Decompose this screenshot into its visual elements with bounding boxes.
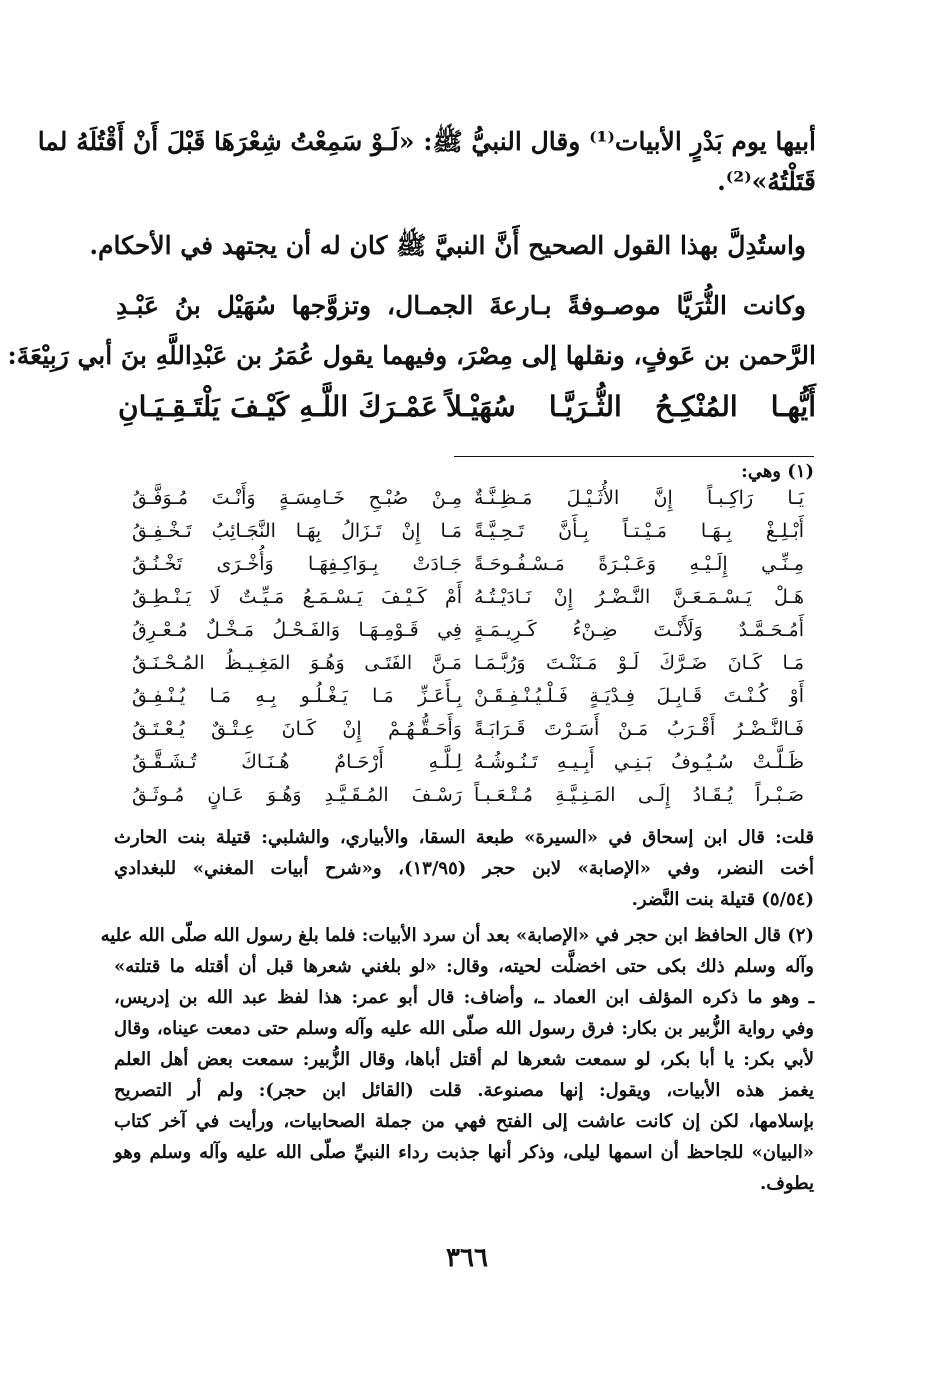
footnote-1-line-2: أخت النضر، وفي «الإصابة» لابن حجر (١٣/٩٥)، و«شرح أبيات المغني» للبغدادي	[114, 858, 814, 879]
poem-hemistich: بِـأَعَـزِّ مَـا يَـغْـلُـو بِـهِ مَـا يُـنْـفِـقُ	[132, 685, 462, 707]
footnote-2-line-4: وفي رواية الزُّبير بن بكار: فرق رسول الله صلّى الله عليه وآله وسلم حتى دمعت عيناه، وقال	[114, 1018, 814, 1039]
footnote-1-line-3: (٥/٥٤) قتيلة بنت النَّضر.	[631, 889, 814, 910]
footnote-2-line-9: يطوف.	[760, 1173, 814, 1194]
main-text-line-3: واستُدِلَّ بهذا القول الصحيح أَنَّ النبيَّ ﷺ كان له أن يجتهد في الأحكام.	[89, 231, 806, 260]
footnote-2-line-3: ـ وهو ما ذكره المؤلف ابن العماد ـ، وأضاف: قال أبو عمر: هذا لفظ عبد الله بن إدريس،	[114, 987, 814, 1008]
poem-hemistich: لِـلَّـهِ أَرْحَـامٌ هُـنَـاكَ تُـشَـقَّـقُ	[132, 751, 462, 773]
poem-hemistich: مَـا كَـانَ ضَـرَّكَ لَـوْ مَـنَنْـتَ وَرُبَّـمَـا	[474, 652, 804, 674]
poem-hemistich: مَـا إِنْ تَـزَالُ بِهَـا النَّجَـائِبُ تَـخْـفِـقُ	[132, 520, 462, 542]
poem-hemistich: هَـلْ يَـسْـمَـعَـنَّ النَّـضْـرُ إِنْ نَـادَيْـتُـهُ	[474, 586, 804, 608]
poem-hemistich: مَـنَّ الفَتَـى وَهُـوَ المَغِـيـظُ المُـحْـنَـقُ	[132, 652, 462, 674]
footnote-1-line-1: قلت: قال ابن إسحاق في «السيرة» طبعة السقا، والأبياري، والشلبي: قتيلة بنت الحارث	[114, 827, 814, 848]
poem-hemistich: جَـادَتْ بِـوَاكِـفِهَـا وَأُخْـرَى تَخْـنُـقُ	[132, 553, 462, 575]
poem-hemistich: رَسْـفَ المُـقَـيَّـدِ وَهُـوَ عَـانٍ مُـوثَـقُ	[132, 784, 462, 806]
poem-hemistich: مِـنِّـي إِلَـيْـهِ وَعَـبْـرَةً مَـسْـفُـوحَـةً	[474, 553, 804, 575]
poem-hemistich: وَأَحَـقُّـهُـمْ إِنْ كَـانَ عِـتْـقٌ يُـعْـتَـقُ	[132, 718, 462, 740]
footnote-2-line-1: (٢) قال الحافظ ابن حجر في «الإصابة» بعد أن سرد الأبيات: فلما بلغ رسول الله صلّى الله عليه	[100, 925, 814, 946]
page-number: ٣٦٦	[446, 1243, 488, 1273]
footnote-2-line-6: يغمز هذه الأبيات، ويقول: إنها مصنوعة. قلت (القائل ابن حجر): ولم أر التصريح	[114, 1080, 814, 1101]
poem-hemistich: ظَـلَّـتْ سُـيُـوفُ بَـنِـي أَبِـيـهِ تَـنُـوشُـهُ	[474, 751, 804, 773]
verse-right-hemistich: أَيُّهـا المُنْكِـحُ الثُّـرَيَّـا سُهَيْـلاً	[446, 390, 816, 423]
footnote-separator	[454, 456, 814, 457]
poem-hemistich: صَـبْـراً يُـقَـادُ إِلَـى المَـنِـيَّـةِ مُـتْـعَـبـاً	[474, 784, 804, 806]
poem-hemistich: أَوْ كُـنْـتَ قَـابِـلَ فِـدْيَـةٍ فَـلْـيُـنْـفِـقَـنْ	[474, 685, 804, 707]
main-text-line-5: الرَّحمن بن عَوفٍ، ونقلها إلى مِصْرَ، وفيهما يقول عُمَرُ بن عَبْدِاللَّهِ بنَ أبي رَبِيْعَةَ:	[7, 341, 816, 370]
main-text-line-1: أبيها يوم بَدْرٍ الأبيات⁽¹⁾ وقال النبيُّ ﷺ: «لَـوْ سَمِعْتُ شِعْرَهَا قَبْلَ أَنْ أَقْتُلَهُ لما	[37, 127, 816, 156]
poem-hemistich: يَـا رَاكِـبـاً إِنَّ الأُثَـيْـلَ مَـظِـنَّـةٌ	[474, 487, 804, 509]
verse-left-hemistich: عَمْـرَكَ اللَّـهِ كَيْـفَ يَلْتَـقِـيَـانِ	[118, 390, 438, 423]
poem-hemistich: أَبْـلِـغْ بِـهَـا مَـيْـتـاً بِـأَنَّ تَـحِـيَّـةً	[474, 520, 804, 542]
poem-hemistich: فِي قَـوْمِـهَـا وَالفَـحْـلُ مَـخْـلٌ مُـعْـرِقُ	[132, 619, 462, 641]
poem-hemistich: مِـنْ صُبْـحِ خَـامِسَـةٍ وَأَنْـتَ مُـوَفَّـقُ	[132, 487, 462, 509]
footnote-2-line-5: لأبي بكر: يا أبا بكر، لو سمعت شعرها لم أقتل أباها، وقال الزُّبير: سمعت بعض أهل العلم	[114, 1049, 814, 1070]
poem-hemistich: فَـالنَّـضْـرُ أَقْـرَبُ مَـنْ أَسَـرْتَ قَـرَابَـةً	[474, 718, 804, 740]
footnote-2-line-2: وآله وسلم ذلك بكى حتى اخضلَّت لحيته، وقال: «لو بلغني شعرها قبل أن أقتله ما قتلته»	[114, 956, 814, 977]
main-text-line-4: وكانت الثُّرَيَّا موصـوفةً بـارعةَ الجمـال، وتزوَّجها سُهَيْل بنُ عَبْـدِ	[116, 291, 806, 320]
footnote-poem-right-column	[474, 482, 804, 812]
footnote-2-line-7: بإسلامها، لكن إن كانت عاشت إلى الفتح فهي من جملة الصحابيات، ورأيت في آخر كتاب	[114, 1111, 814, 1132]
footnote-2-line-8: «البيان» للجاحظ أن اسمها ليلى، وذكر أنها جذبت رداء النبيِّ صلّى الله عليه وآله وسلم وهو	[114, 1142, 814, 1163]
footnote-poem-left-column	[132, 482, 462, 812]
footnote-1-heading: (١) وهي:	[741, 461, 814, 482]
main-text-line-2: قَتَلْتُهُ»⁽²⁾.	[717, 167, 816, 196]
poem-hemistich: أَمُـحَـمَّـدٌ وَلَأَنْـتَ ضِـنْءُ كَـرِيـمَـةٍ	[474, 619, 804, 641]
poem-hemistich: أَمْ كَـيْـفَ يَـسْـمَـعُ مَـيِّـتٌ لَا يَـنْـطِـقُ	[132, 586, 462, 608]
